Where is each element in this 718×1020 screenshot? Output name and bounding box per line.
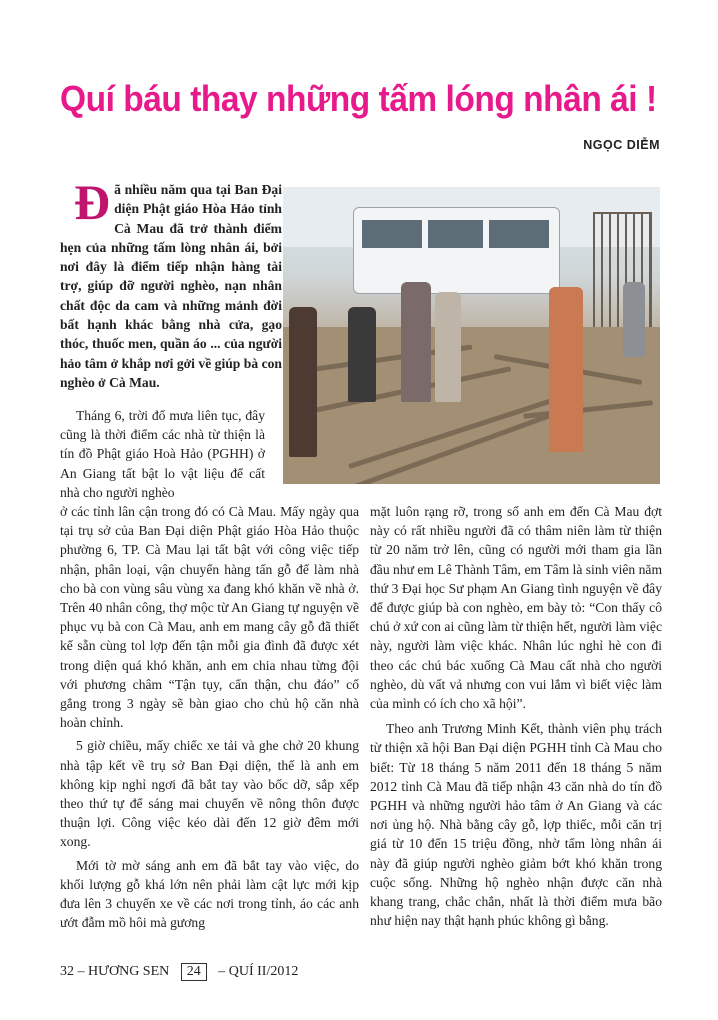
paragraph: Mới tờ mờ sáng anh em đã bắt tay vào việc, do khối lượng gỗ khá lớn nên phải làm cật lực mới kịp đưa lên 3 chuyến xe về các nơi trong tỉnh, áo các anh ướt đẫm mồ hôi mà gương xyxy=(60,857,359,931)
author-name: NGỌC DIỄM xyxy=(583,138,660,152)
lead-text: ã nhiều năm qua tại Ban Đại diện Phật giáo Hòa Hảo tỉnh Cà Mau đã trở thành điểm hẹn của những tấm lòng nhân ái, bởi nơi đây là điểm tiếp nhận hàng tài trợ, giúp đỡ người nghèo, nạn nhân chất độc da cam và những mảnh đời bất hạnh khác bằng nhà cửa, gạo thóc, thuốc men, quần áo ... của người hảo tâm ở khắp nơi gởi về giúp bà con nghèo ở Cà Mau. xyxy=(60,182,282,390)
paragraph: Theo anh Trương Minh Kết, thành viên phụ trách từ thiện xã hội Ban Đại diện PGHH tỉnh Cà Mau cho biết: Từ 18 tháng 5 năm 2011 đến 18 tháng 5 năm 2012 tỉnh Cà Mau đã tiếp nhận 43 căn nhà do tín đồ PGHH và những người hảo tâm ở An Giang và các nơi ủng hộ. Nhà bằng cây gỗ, lợp thiếc, mỗi căn trị giá từ 10 đến 15 triệu đồng, nhờ tấm lòng nhân ái này đã giúp người nghèo giảm bớt khó khăn trong cuộc sống. Những hộ nghèo nhận được căn nhà khang trang, chắc chắn, nhất là thời điểm mưa bão như hiện nay thật hạnh phúc không gì bằng. xyxy=(370,721,662,929)
paragraph: 5 giờ chiều, mấy chiếc xe tải và ghe chở 20 khung nhà tập kết về trụ sở Ban Đại diện, thế là anh em không kịp nghỉ ngơi đã bắt tay vào bốc dỡ, sắp xếp theo thứ tự để sáng mai chuyển về nông thôn được thuận lợi. Công việc kéo dài đến 12 giờ đêm mới xong. xyxy=(60,738,359,850)
issue-number: 24 xyxy=(181,963,207,981)
bus-shape xyxy=(353,207,560,294)
article-photo xyxy=(283,187,660,484)
magazine-name: – HƯƠNG SEN xyxy=(77,964,170,979)
column-1 xyxy=(60,502,359,932)
paragraph: Tháng 6, trời đổ mưa liên tục, đây cũng là thời điểm các nhà từ thiện là tín đồ Phật giáo Hoà Hảo (PGHH) ở An Giang tất bật lo vật liệu để cất nhà cho người nghèo xyxy=(60,408,265,500)
issue-quarter: – QUÍ II/2012 xyxy=(218,964,299,979)
column-2 xyxy=(370,502,662,930)
paragraph: ở các tỉnh lân cận trong đó có Cà Mau. Mấy ngày qua tại trụ sở của Ban Đại diện Phật giáo Hòa Hảo thuộc phường 6, TP. Cà Mau lại tất bật với công việc tiếp nhận, phân loại, vận chuyển hàng tấn gỗ để làm nhà cho bà con vùng sâu vùng xa đang khó khăn về nhà ở. Trên 40 nhân công, thợ mộc từ An Giang tự nguyện về phục vụ bà con Cà Mau, anh em mang cây gỗ đã thiết kế sẵn cùng tol lợp đến tận mỗi gia đình đã được xét trong diện quá khó khăn, anh em chia nhau từng đội với phương châm “Tận tụy, cẩn thận, chu đáo” cố gắng trong 3 ngày sẽ bàn giao cho chủ hộ căn nhà hoàn chỉnh. xyxy=(60,504,359,731)
column-1-top xyxy=(60,406,265,502)
page-number: 32 xyxy=(60,964,74,979)
lead-paragraph xyxy=(60,174,282,392)
page-footer xyxy=(60,963,298,981)
drop-cap: Đ xyxy=(74,174,111,230)
paragraph: mặt luôn rạng rỡ, trong số anh em đến Cà Mau đợt này có rất nhiều người đã có thâm niên làm từ thiện từ 20 năm trở lên, cũng có người mới tham gia lần đầu như em Lê Thành Tâm, em Tâm là sinh viên năm thứ 3 Đại học Sư phạm An Giang tình nguyện về đây để được giúp bà con nghèo, em bày tỏ: “Con thấy cô chú ở xứ con ai cũng làm từ thiện hết, người làm việc này, người làm việc khác. Nhân lúc nghỉ hè con đi theo các chú bác xuống Cà Mau cất nhà cho người nghèo, dù vất vả nhưng con vui lắm vì biết việc làm của mình có ích cho xã hội”. xyxy=(370,504,663,712)
article-title: Quí báu thay những tấm lóng nhân ái ! xyxy=(60,78,657,119)
